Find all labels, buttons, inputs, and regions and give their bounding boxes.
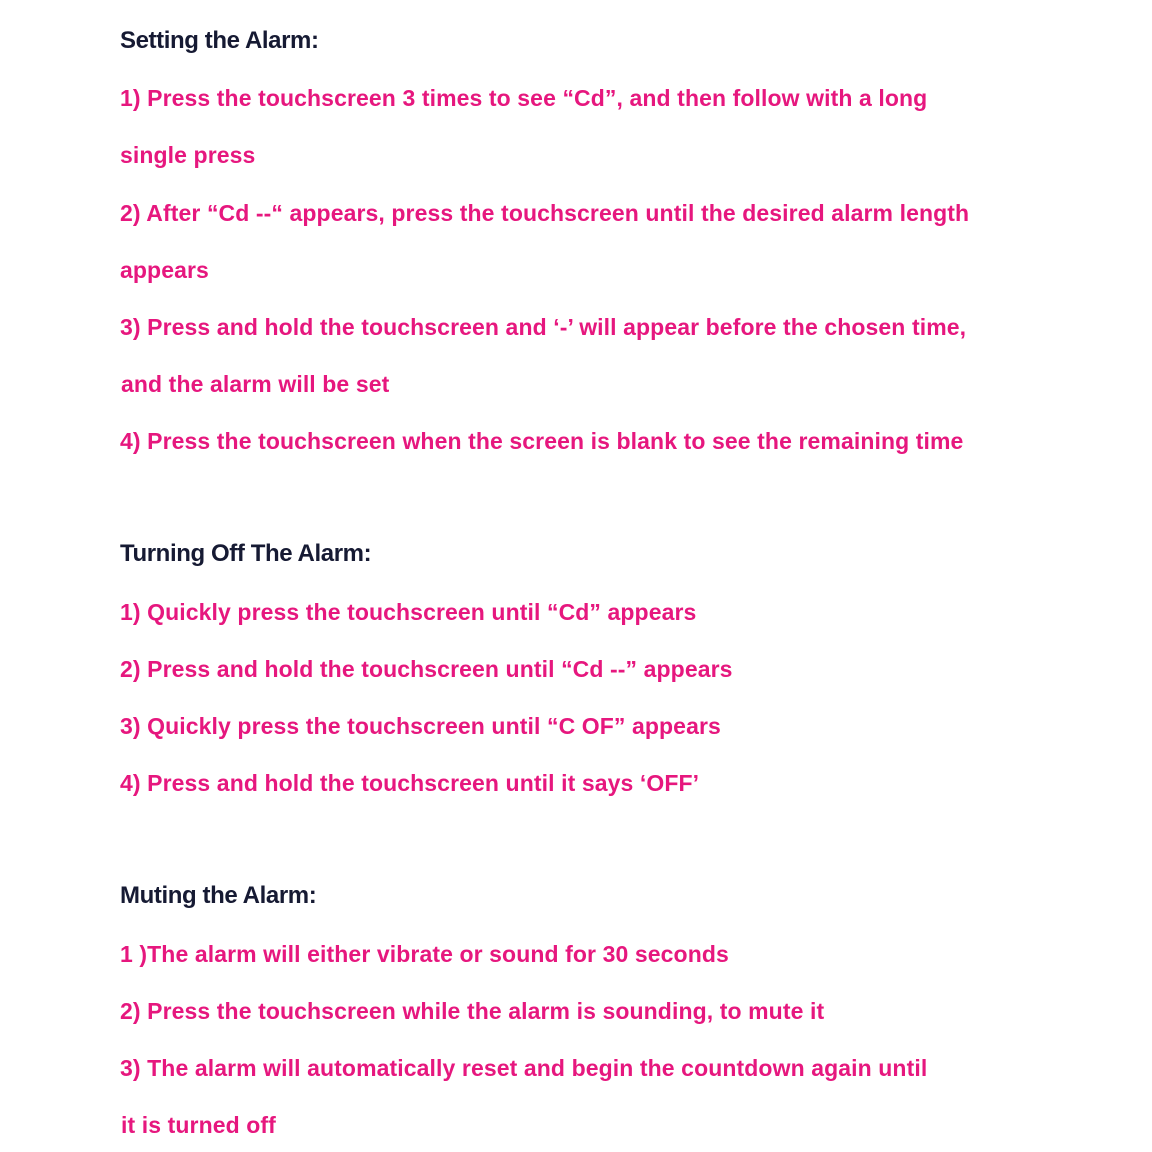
section-heading-setting-alarm: Setting the Alarm: (120, 27, 319, 54)
setting-step-1-line-1: 1) Press the touchscreen 3 times to see “Cd”, and then follow with a long (120, 85, 928, 111)
turnoff-step-2: 2) Press and hold the touchscreen until “Cd --” appears (120, 656, 733, 682)
section-heading-muting: Muting the Alarm: (120, 882, 317, 909)
setting-step-2-line-1: 2) After “Cd --“ appears, press the touchscreen until the desired alarm length (120, 200, 970, 226)
section-heading-turning-off: Turning Off The Alarm: (120, 540, 372, 567)
turnoff-step-4: 4) Press and hold the touchscreen until it says ‘OFF’ (120, 770, 700, 796)
muting-step-3-line-1: 3) The alarm will automatically reset and begin the countdown again until (120, 1055, 928, 1081)
turnoff-step-1: 1) Quickly press the touchscreen until “Cd” appears (120, 599, 697, 625)
muting-step-1: 1 )The alarm will either vibrate or sound for 30 seconds (120, 941, 729, 967)
muting-step-2: 2) Press the touchscreen while the alarm is sounding, to mute it (120, 998, 825, 1024)
setting-step-3-line-2: and the alarm will be set (121, 371, 390, 397)
setting-step-2-line-2: appears (120, 257, 209, 283)
muting-step-3-line-2: it is turned off (121, 1112, 276, 1138)
setting-step-4: 4) Press the touchscreen when the screen is blank to see the remaining time (120, 428, 964, 454)
setting-step-1-line-2: single press (120, 142, 256, 168)
turnoff-step-3: 3) Quickly press the touchscreen until “C OF” appears (120, 713, 721, 739)
setting-step-3-line-1: 3) Press and hold the touchscreen and ‘-’ will appear before the chosen time, (120, 314, 967, 340)
